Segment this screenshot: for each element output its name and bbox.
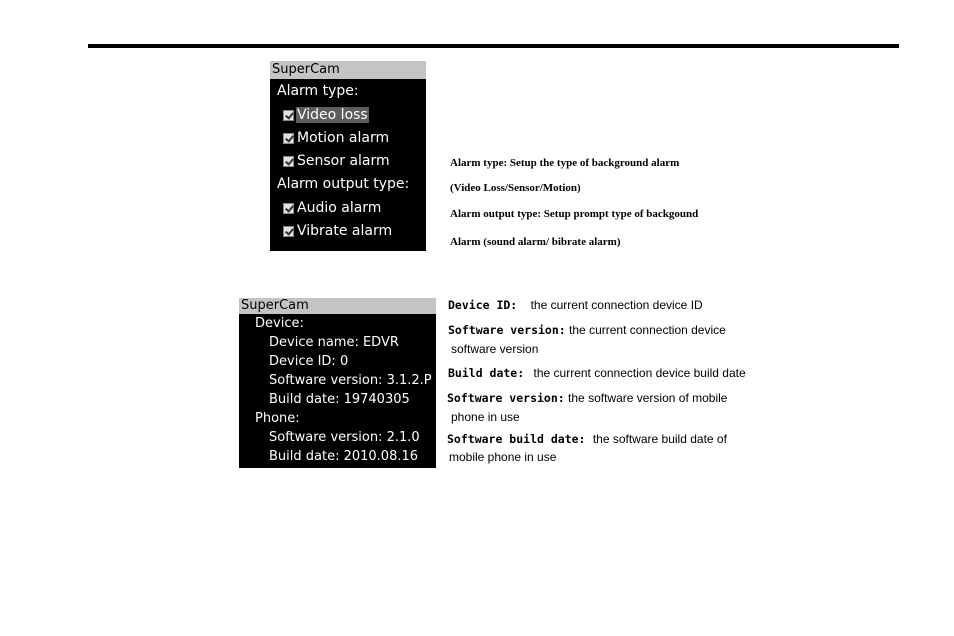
device-heading: Device: <box>255 316 304 331</box>
desc-text: software version <box>451 342 539 356</box>
alarm-desc-line: Alarm output type: Setup prompt type of backgound <box>450 208 699 220</box>
phone-software-version: Software version: 2.1.0 <box>269 430 420 445</box>
alarm-type-heading: Alarm type: <box>277 83 359 99</box>
desc-software-version <box>448 323 726 337</box>
device-software-version: Software version: 3.1.2.P <box>269 373 432 388</box>
desc-mobile-software-cont <box>451 410 520 424</box>
desc-term: Software version: <box>447 391 565 405</box>
device-build-date: Build date: 19740305 <box>269 392 410 407</box>
desc-text: the current connection device build date <box>533 366 746 380</box>
desc-text: the software version of mobile <box>568 391 728 405</box>
alarm-settings-screen <box>270 61 426 251</box>
desc-build-date <box>448 366 746 380</box>
screen-title: SuperCam <box>239 298 436 314</box>
desc-text: the software build date of <box>592 432 727 446</box>
desc-term: Software build date: <box>447 432 586 446</box>
alarm-option-sensor[interactable]: Sensor alarm <box>283 153 391 169</box>
alarm-output-heading: Alarm output type: <box>277 176 410 192</box>
checkbox-checked-icon[interactable] <box>283 226 294 237</box>
checkbox-checked-icon[interactable] <box>283 156 294 167</box>
desc-text: the current connection device <box>569 323 726 337</box>
phone-heading: Phone: <box>255 411 300 426</box>
desc-text: the current connection device ID <box>530 298 703 312</box>
desc-mobile-build <box>447 432 727 446</box>
screen-title: SuperCam <box>270 61 426 79</box>
alarm-output-audio[interactable]: Audio alarm <box>283 200 382 216</box>
checkbox-checked-icon[interactable] <box>283 110 294 121</box>
desc-mobile-software <box>447 391 727 405</box>
alarm-desc-line: (Video Loss/Sensor/Motion) <box>450 182 581 194</box>
desc-term: Device ID: <box>448 298 518 312</box>
device-name: Device name: EDVR <box>269 335 399 350</box>
checkbox-checked-icon[interactable] <box>283 133 294 144</box>
phone-build-date: Build date: 2010.08.16 <box>269 449 419 464</box>
desc-mobile-build-cont <box>449 450 556 464</box>
device-info-screen <box>239 298 436 468</box>
desc-term: Software version: <box>448 323 566 337</box>
desc-text: phone in use <box>451 410 520 424</box>
device-id: Device ID: 0 <box>269 354 349 369</box>
desc-term: Build date: <box>448 366 525 380</box>
alarm-option-video-loss[interactable]: Video loss <box>283 107 369 123</box>
desc-text: mobile phone in use <box>449 450 557 464</box>
checkbox-checked-icon[interactable] <box>283 203 294 214</box>
alarm-output-vibrate[interactable]: Vibrate alarm <box>283 223 393 239</box>
desc-software-version-cont <box>451 342 538 356</box>
alarm-desc-line: Alarm (sound alarm/ bibrate alarm) <box>450 236 621 248</box>
header-rule <box>88 44 899 48</box>
alarm-desc-line: Alarm type: Setup the type of background alarm <box>450 157 680 169</box>
desc-device-id <box>448 298 703 312</box>
alarm-option-motion[interactable]: Motion alarm <box>283 130 390 146</box>
